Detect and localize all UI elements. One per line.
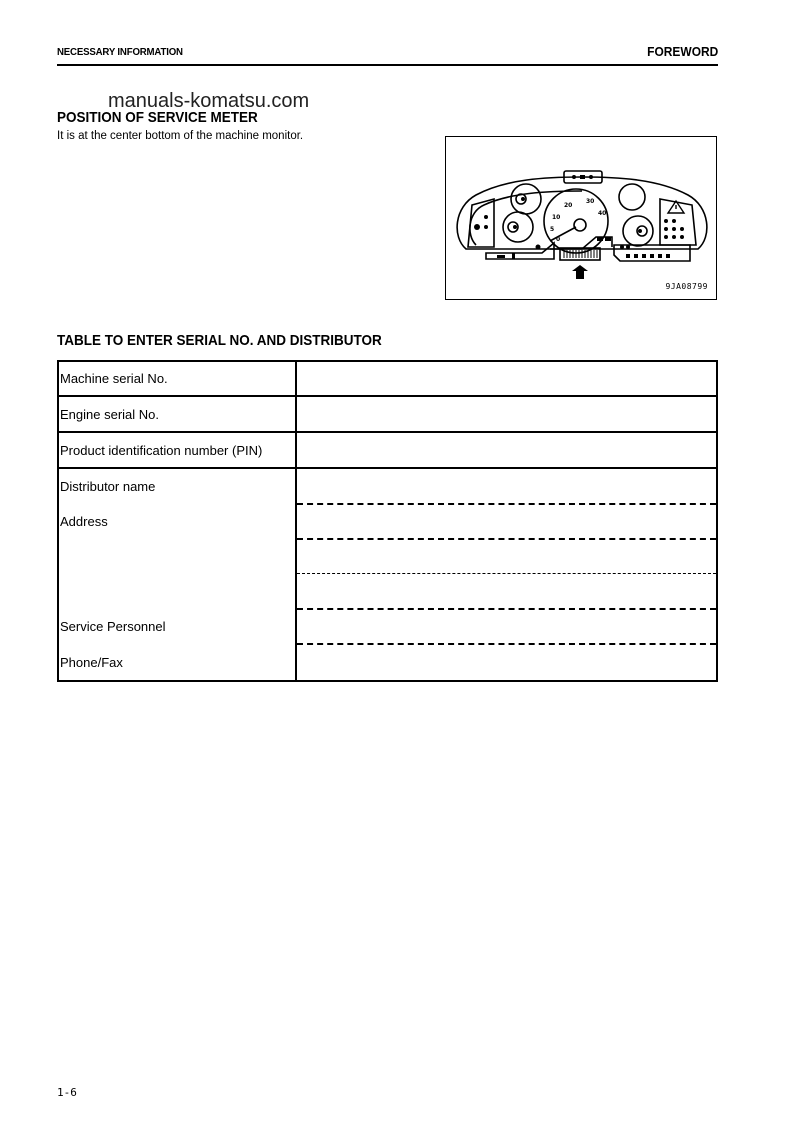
serial-distributor-table — [57, 360, 718, 682]
svg-text:5: 5 — [550, 226, 555, 233]
distributor-name-field[interactable] — [298, 475, 720, 499]
engine-serial-field[interactable] — [298, 404, 720, 428]
svg-text:30: 30 — [586, 198, 595, 205]
table-left-border — [57, 360, 59, 682]
table-section-title: TABLE TO ENTER SERIAL NO. AND DISTRIBUTOR — [57, 332, 382, 349]
label-pin: Product identification number (PIN) — [60, 443, 263, 458]
label-address: Address — [60, 514, 108, 529]
row-separator — [57, 431, 718, 433]
dashed-line — [297, 643, 716, 645]
dashed-line — [297, 573, 716, 574]
page-number: 1-6 — [57, 1086, 77, 1099]
dashed-line — [297, 503, 716, 505]
label-machine-serial: Machine serial No. — [60, 371, 168, 386]
position-section-title: POSITION OF SERVICE METER — [57, 109, 258, 126]
position-description: It is at the center bottom of the machine monitor. — [57, 130, 304, 142]
address-field[interactable] — [298, 510, 720, 534]
dashed-line — [297, 608, 716, 610]
header-section-label: NECESSARY INFORMATION — [57, 46, 183, 58]
dashed-line — [297, 538, 716, 540]
label-service-personnel: Service Personnel — [60, 619, 166, 634]
svg-text:10: 10 — [552, 214, 561, 221]
table-column-divider — [295, 360, 297, 682]
table-bottom-border — [57, 680, 718, 682]
dashboard-illustration-icon — [446, 137, 718, 301]
table-top-border — [57, 360, 718, 362]
service-personnel-field[interactable] — [298, 615, 720, 639]
svg-text:40: 40 — [598, 210, 607, 217]
svg-text:0: 0 — [556, 236, 561, 243]
label-distributor-name: Distributor name — [60, 479, 156, 494]
figure-code: 9JA08799 — [665, 282, 708, 291]
label-phone-fax: Phone/Fax — [60, 655, 123, 670]
pin-field[interactable] — [298, 440, 720, 464]
svg-text:20: 20 — [564, 202, 573, 209]
machine-monitor-figure — [445, 136, 717, 300]
header-rule — [57, 64, 718, 66]
row-separator — [57, 467, 718, 469]
row-separator — [57, 395, 718, 397]
label-engine-serial: Engine serial No. — [60, 407, 159, 422]
phone-fax-field[interactable] — [298, 651, 720, 675]
machine-serial-field[interactable] — [298, 368, 720, 392]
watermark: manuals-komatsu.com — [108, 90, 310, 112]
header-chapter-label: FOREWORD — [646, 44, 718, 59]
